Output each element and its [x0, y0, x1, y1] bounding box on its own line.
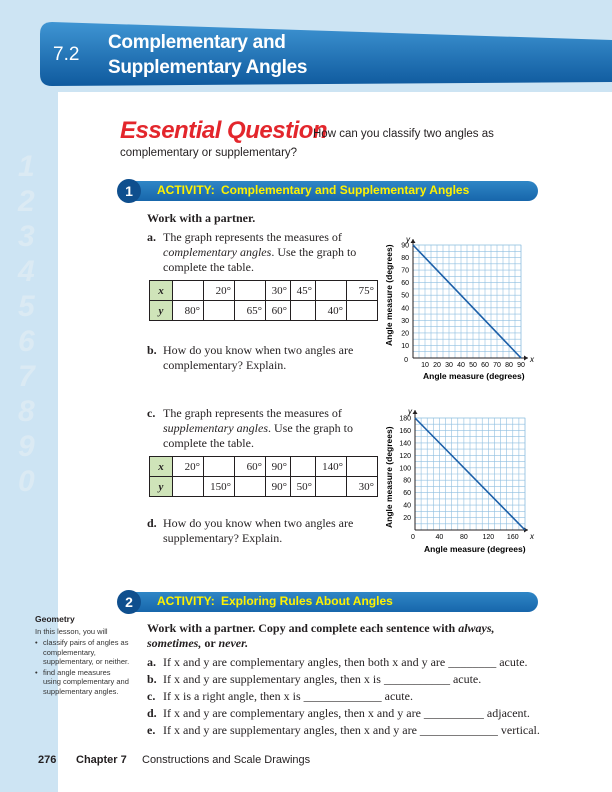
table-header-y: y	[150, 301, 173, 321]
item-marker: e.	[147, 723, 156, 737]
x-axis-title: Angle measure (degrees)	[423, 371, 525, 381]
text-line	[147, 636, 537, 651]
table-cell[interactable]: 150°	[204, 477, 235, 497]
part-c-text	[163, 406, 353, 451]
y-tick-label: 60	[401, 280, 409, 288]
answer-blank[interactable]: _____________	[303, 689, 382, 703]
x-tick-label: 10	[421, 362, 429, 369]
margin-number: 2	[18, 185, 35, 218]
table-cell[interactable]: 50°	[291, 477, 316, 497]
text-line: The graph represents the measures of	[163, 406, 342, 420]
table-cell[interactable]	[316, 281, 347, 301]
part-a-text	[163, 230, 356, 275]
x-tick-labels	[436, 534, 519, 541]
y-tick-labels	[399, 416, 411, 523]
y-tick-label: 60	[403, 490, 411, 498]
text-line: The graph represents the measures of	[163, 230, 342, 244]
y-tick-label: 140	[399, 440, 411, 448]
term-emphasis: never.	[218, 636, 249, 650]
list-item	[147, 723, 547, 740]
table-cell[interactable]: 140°	[316, 457, 347, 477]
y-tick-label: 30	[401, 317, 409, 325]
table-cell[interactable]	[173, 281, 204, 301]
page-number: 276	[38, 754, 57, 766]
item-text: If x and y are supplementary angles, then x is	[163, 672, 381, 686]
margin-number: 3	[18, 220, 35, 253]
margin-number: 9	[18, 430, 35, 463]
part-d-text	[163, 516, 353, 546]
table-cell[interactable]	[291, 457, 316, 477]
list-item	[147, 706, 547, 723]
margin-number: 5	[18, 290, 35, 323]
footer-chapter-title: Constructions and Scale Drawings	[142, 754, 311, 766]
answer-blank[interactable]: _____________	[419, 723, 498, 737]
text-line	[147, 621, 537, 636]
answer-blank[interactable]: ___________	[383, 672, 450, 686]
bullet-icon: •	[35, 667, 38, 677]
rules-list	[147, 655, 547, 740]
text-line	[163, 421, 353, 436]
x-tick-label: 80	[459, 534, 468, 541]
item-marker: c.	[147, 689, 156, 703]
x-tick-labels	[421, 362, 525, 369]
text-line: complete the table.	[163, 260, 254, 274]
table-cell[interactable]: 45°	[291, 281, 316, 301]
activity2-bar	[120, 592, 538, 612]
lesson-sidebar	[35, 615, 130, 696]
text-line: How do you know when two angles are	[163, 516, 354, 530]
x-tick-label: 90	[517, 362, 525, 369]
origin-label: 0	[404, 357, 408, 364]
bullet-text: find angle measures using complementary and supplementary angles.	[43, 667, 129, 696]
table-cell[interactable]	[347, 457, 378, 477]
table-cell[interactable]: 80°	[173, 301, 204, 321]
item-text: If x and y are complementary angles, then both x and y are	[163, 655, 446, 669]
x-tick-label: 160	[506, 534, 519, 541]
item-text: If x and y are supplementary angles, then x and y are	[163, 723, 417, 737]
table-row	[150, 457, 378, 477]
activity-title: Exploring Rules About Angles	[221, 594, 393, 608]
item-marker: b.	[147, 672, 157, 686]
supplementary-table	[149, 456, 378, 497]
y-tick-label: 70	[401, 267, 409, 275]
table-cell[interactable]: 20°	[173, 457, 204, 477]
x-tick-label: 20	[433, 362, 441, 369]
table-cell[interactable]: 65°	[235, 301, 266, 321]
table-cell[interactable]	[204, 301, 235, 321]
table-cell[interactable]: 90°	[266, 477, 291, 497]
item-end: adjacent.	[486, 706, 530, 720]
table-cell[interactable]	[173, 477, 204, 497]
y-letter: y	[408, 407, 412, 416]
term-emphasis: sometimes,	[147, 636, 202, 650]
table-cell[interactable]: 20°	[204, 281, 235, 301]
answer-blank[interactable]: ________	[448, 655, 497, 669]
activity-number: 1	[117, 179, 141, 203]
table-cell[interactable]: 30°	[266, 281, 291, 301]
margin-number: 7	[18, 360, 35, 393]
margin-number: 6	[18, 325, 35, 358]
y-axis-title: Angle measure (degrees)	[384, 244, 394, 346]
part-b-text	[163, 343, 353, 373]
table-cell[interactable]	[291, 301, 316, 321]
table-cell[interactable]: 60°	[266, 301, 291, 321]
margin-number: 4	[18, 255, 35, 288]
item-text: If x is a right angle, then x is	[163, 689, 301, 703]
table-cell[interactable]	[204, 457, 235, 477]
x-tick-label: 50	[469, 362, 477, 369]
x-tick-label: 70	[493, 362, 501, 369]
essential-question-text: complementary or supplementary?	[120, 147, 298, 159]
x-axis-arrow	[524, 356, 528, 361]
text-fragment: Work with a partner. Copy and complete each sentence with	[147, 621, 459, 635]
y-tick-labels	[401, 243, 409, 350]
text-line: complete the table.	[163, 436, 254, 450]
y-tick-label: 40	[401, 305, 409, 313]
term-emphasis: complementary angles	[163, 245, 272, 259]
supplementary-graph	[380, 406, 540, 556]
text-line: How do you know when two angles are	[163, 343, 354, 357]
item-end: acute.	[452, 672, 482, 686]
list-item	[147, 655, 547, 672]
lesson-number: 7.2	[53, 44, 80, 65]
complementary-table	[149, 280, 378, 321]
x-tick-label: 40	[435, 534, 444, 541]
y-axis-arrow	[413, 410, 418, 414]
margin-number: 0	[18, 465, 35, 498]
term-emphasis: always,	[458, 621, 495, 635]
text-line: supplementary? Explain.	[163, 531, 283, 545]
item-marker: d.	[147, 706, 157, 720]
sidebar-bullet	[35, 638, 130, 667]
y-tick-label: 80	[401, 255, 409, 263]
table-header-x: x	[150, 281, 173, 301]
part-marker: c.	[147, 406, 156, 420]
table-cell[interactable]: 90°	[266, 457, 291, 477]
activity1-intro: Work with a partner.	[147, 211, 256, 225]
list-item	[147, 672, 547, 689]
lesson-header-banner	[0, 0, 612, 110]
x-axis-title: Angle measure (degrees)	[424, 544, 526, 554]
x-tick-label: 60	[481, 362, 489, 369]
table-cell[interactable]	[235, 477, 266, 497]
table-cell[interactable]	[347, 301, 378, 321]
answer-blank[interactable]: __________	[423, 706, 484, 720]
y-tick-label: 160	[399, 427, 411, 435]
y-axis-arrow	[411, 239, 416, 243]
part-marker: a.	[147, 230, 156, 244]
y-letter: y	[406, 235, 410, 244]
text-fragment: . Use the graph to	[271, 245, 357, 259]
sidebar-intro: In this lesson, you will	[35, 626, 108, 636]
table-cell[interactable]: 40°	[316, 301, 347, 321]
x-letter: x	[530, 355, 534, 364]
list-item	[147, 689, 547, 706]
bullet-text: classify pairs of angles as complementary, supplementary, or neither.	[43, 638, 130, 666]
text-line	[163, 245, 356, 260]
table-header-x: x	[150, 457, 173, 477]
y-tick-label: 50	[401, 292, 409, 300]
bullet-icon: •	[35, 638, 38, 647]
table-cell[interactable]	[235, 281, 266, 301]
text-fragment: . Use the graph to	[267, 421, 353, 435]
table-row	[150, 477, 378, 497]
part-marker: b.	[147, 343, 157, 357]
table-cell[interactable]	[316, 477, 347, 497]
y-tick-label: 180	[399, 415, 411, 423]
y-tick-label: 20	[401, 330, 409, 338]
y-tick-label: 80	[403, 477, 411, 485]
y-axis-title: Angle measure (degrees)	[384, 426, 394, 528]
sidebar-bullet	[35, 668, 130, 697]
item-end: vertical.	[500, 723, 540, 737]
table-header-y: y	[150, 477, 173, 497]
activity1-bar	[120, 181, 538, 201]
part-marker: d.	[147, 516, 157, 530]
y-tick-label: 100	[399, 465, 411, 473]
table-cell[interactable]: 75°	[347, 281, 378, 301]
y-tick-label: 90	[401, 242, 409, 250]
y-tick-label: 10	[401, 342, 409, 350]
footer-chapter: Chapter 7	[76, 754, 127, 766]
x-tick-label: 40	[457, 362, 465, 369]
item-marker: a.	[147, 655, 156, 669]
text-fragment: or	[201, 636, 219, 650]
x-tick-label: 30	[445, 362, 453, 369]
margin-number: 1	[18, 150, 35, 183]
essential-question-heading: Essential Question	[120, 117, 328, 144]
x-tick-label: 80	[505, 362, 513, 369]
term-emphasis: supplementary angles	[163, 421, 268, 435]
lesson-title-line2: Supplementary Angles	[108, 57, 308, 78]
x-tick-label: 120	[482, 534, 495, 541]
margin-number: 8	[18, 395, 35, 428]
table-cell[interactable]: 30°	[347, 477, 378, 497]
y-tick-label: 120	[399, 452, 411, 460]
table-cell[interactable]: 60°	[235, 457, 266, 477]
table-row	[150, 281, 378, 301]
table-row	[150, 301, 378, 321]
item-end: acute.	[499, 655, 528, 669]
item-end: acute.	[384, 689, 413, 703]
origin-label: 0	[411, 534, 415, 541]
activity-label: ACTIVITY:	[157, 183, 215, 197]
activity-number: 2	[117, 590, 141, 614]
activity-title: Complementary and Supplementary Angles	[221, 183, 470, 197]
item-text: If x and y are complementary angles, then x and y are	[163, 706, 421, 720]
activity-label: ACTIVITY:	[157, 594, 215, 608]
text-line: complementary? Explain.	[163, 358, 287, 372]
essential-question-text: How can you classify two angles as	[313, 128, 494, 140]
y-tick-label: 20	[403, 515, 411, 523]
x-letter: x	[530, 532, 534, 541]
activity2-intro	[147, 621, 537, 651]
sidebar-heading: Geometry	[35, 614, 75, 624]
y-tick-label: 40	[403, 502, 411, 510]
complementary-graph	[380, 234, 540, 382]
lesson-title-line1: Complementary and	[108, 32, 286, 53]
